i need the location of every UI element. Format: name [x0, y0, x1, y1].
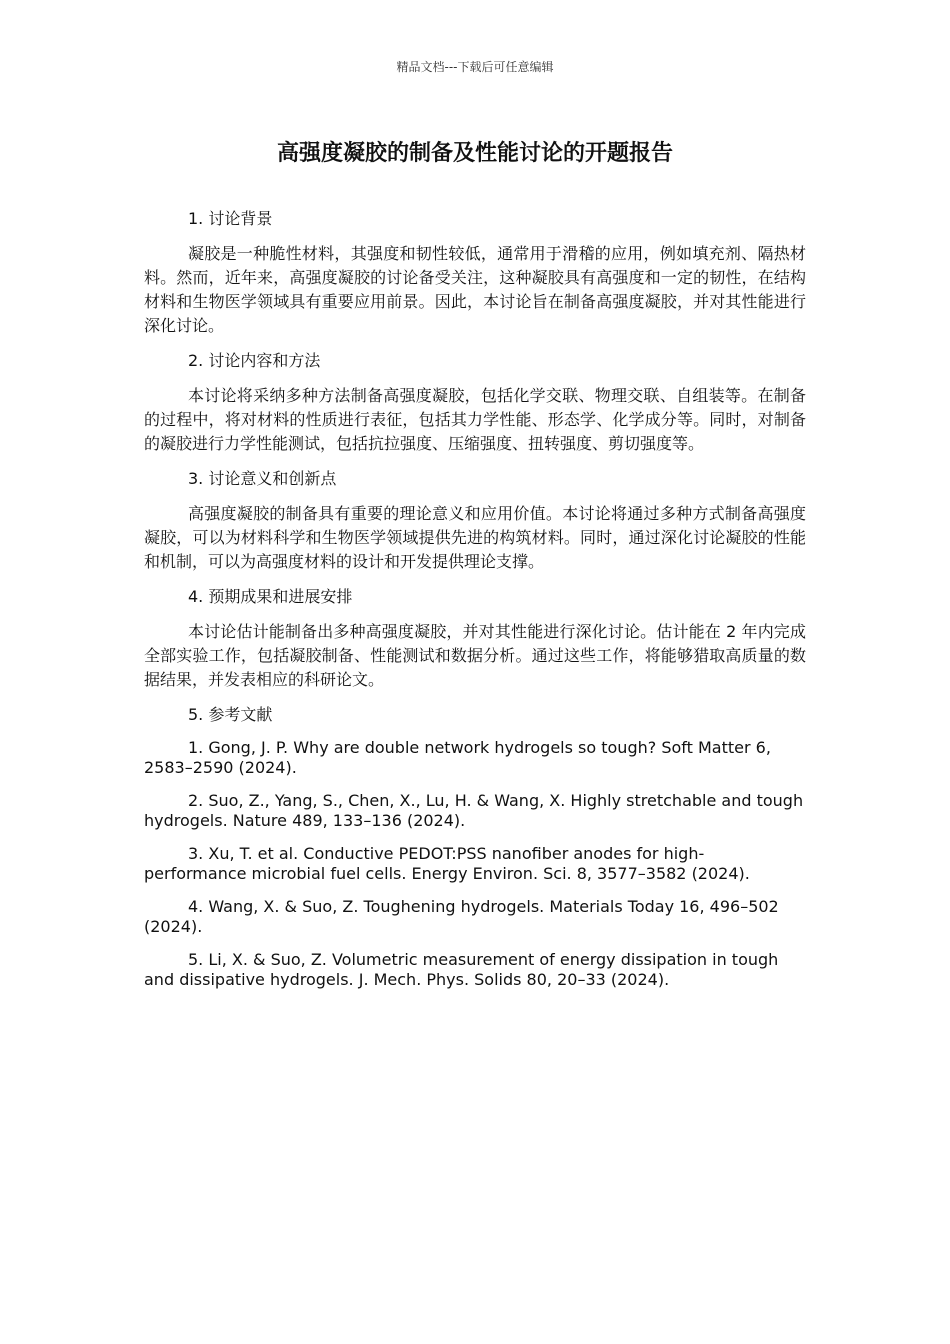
reference-item: 3. Xu, T. et al. Conductive PEDOT:PSS nanofiber anodes for high-performance microbial fuel cells. Energy Environ. Sci. 8, 3577–3582 (2024).: [144, 844, 750, 883]
document-body: [144, 207, 806, 1003]
section-paragraph-expected-results: 本讨论估计能制备出多种高强度凝胶，并对其性能进行深化讨论。估计能在 2 年内完成全部实验工作，包括凝胶制备、性能测试和数据分析。通过这些工作，将能够猎取高质量的数据结果，并发表相应的科研论文。: [144, 622, 806, 689]
reference-item: 2. Suo, Z., Yang, S., Chen, X., Lu, H. & Wang, X. Highly stretchable and tough hydrogels. Nature 489, 133–136 (2024).: [144, 791, 804, 830]
section-paragraph-content-method: 本讨论将采纳多种方法制备高强度凝胶，包括化学交联、物理交联、自组装等。在制备的过程中，将对材料的性质进行表征，包括其力学性能、形态学、化学成分等。同时，对制备的凝胶进行力学性能测试，包括抗拉强度、压缩强度、扭转强度、剪切强度等。: [144, 386, 806, 453]
section-heading-background: 1. 讨论背景: [188, 209, 273, 228]
reference-item: 1. Gong, J. P. Why are double network hydrogels so tough? Soft Matter 6, 2583–2590 (2024).: [144, 738, 771, 777]
reference-item: 4. Wang, X. & Suo, Z. Toughening hydrogels. Materials Today 16, 496–502 (2024).: [144, 897, 779, 936]
section-heading-content-method: 2. 讨论内容和方法: [188, 351, 321, 370]
section-paragraph-significance: 高强度凝胶的制备具有重要的理论意义和应用价值。本讨论将通过多种方式制备高强度凝胶，可以为材料科学和生物医学领域提供先进的构筑材料。同时，通过深化讨论凝胶的性能和机制，可以为高强度材料的设计和开发提供理论支撑。: [144, 504, 806, 571]
references-heading: 5. 参考文献: [188, 705, 273, 724]
section-heading-significance: 3. 讨论意义和创新点: [188, 469, 337, 488]
section-heading-expected-results: 4. 预期成果和进展安排: [188, 587, 353, 606]
document-title: 高强度凝胶的制备及性能讨论的开题报告: [276, 141, 673, 166]
section-paragraph-background: 凝胶是一种脆性材料，其强度和韧性较低，通常用于滑稽的应用，例如填充剂、隔热材料。然而，近年来，高强度凝胶的讨论备受关注，这种凝胶具有高强度和一定的韧性，在结构材料和生物医学领域具有重要应用前景。因此，本讨论旨在制备高强度凝胶，并对其性能进行深化讨论。: [144, 244, 806, 335]
reference-item: 5. Li, X. & Suo, Z. Volumetric measurement of energy dissipation in tough and dissipative hydrogels. J. Mech. Phys. Solids 80, 20–33 (2024).: [144, 950, 779, 989]
header-note: 精品文档---下载后可任意编辑: [396, 60, 554, 74]
